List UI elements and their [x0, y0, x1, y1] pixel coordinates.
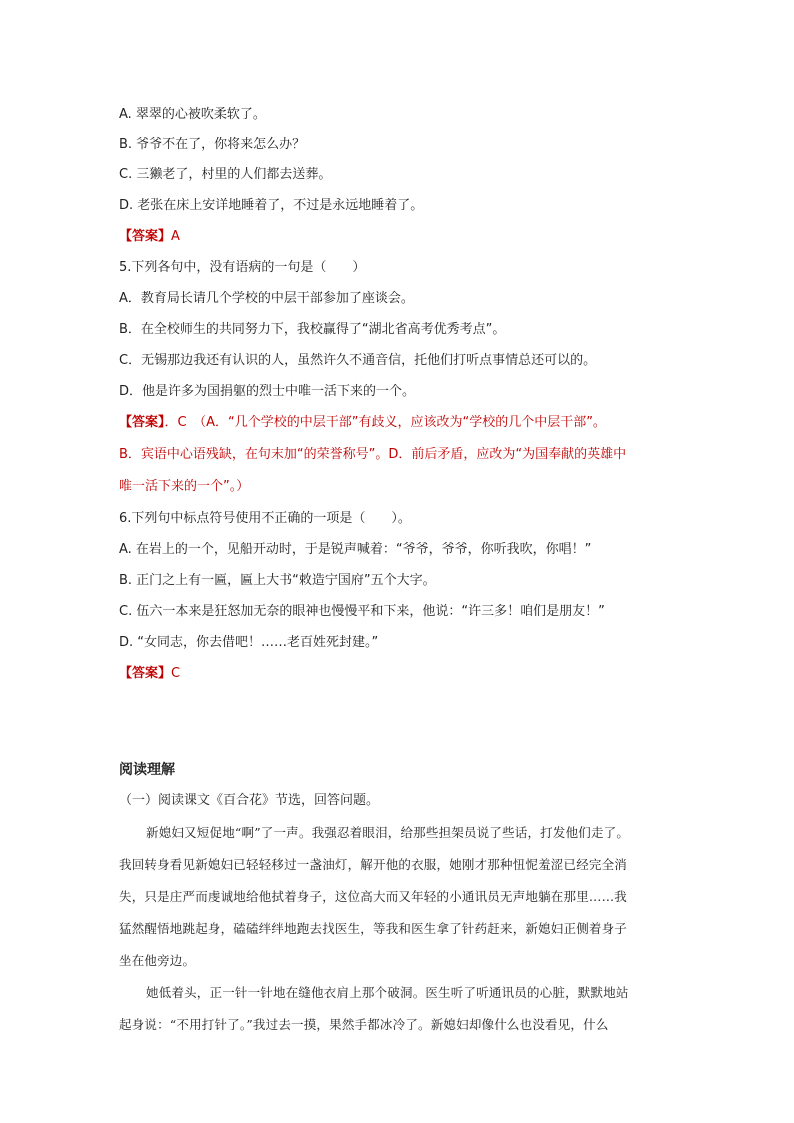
passage-line: 她低着头，正一针一针地在缝他衣肩上那个破洞。医生听了听通讯员的心脏，默默地站 [146, 985, 629, 1000]
passage-line: 失，只是庄严而虔诚地给他拭着身子，这位高大而又年轻的小通讯员无声地躺在那里……我 [119, 889, 628, 904]
q6-option-b: B. 正门之上有一匾，匾上大书“敕造宁国府”五个大字。 [119, 573, 436, 588]
section-heading: 阅读理解 [119, 762, 175, 778]
answer-text: ．C （A．“几个学校的中层干部”有歧义，应该改为“学校的几个中层干部”。 [164, 415, 606, 430]
q5-option-c: C．无锡那边我还有认识的人，虽然许久不通音信，托他们打听点事情总还可以的。 [119, 353, 597, 368]
q5-option-d: D．他是许多为国捐躯的烈士中唯一活下来的一个。 [119, 384, 416, 399]
q5-option-b: B．在全校师生的共同努力下，我校赢得了“湖北省高考优秀考点”。 [119, 322, 506, 337]
passage-line: 新媳妇又短促地“啊”了一声。我强忍着眼泪，给那些担架员说了些话，打发他们走了。 [146, 825, 630, 840]
passage-line: 坐在他旁边。 [119, 953, 196, 968]
answer-q5-line1 [119, 415, 606, 431]
answer-label: 【答案】 [119, 229, 172, 244]
answer-value: A [171, 229, 180, 244]
option-d: D. 老张在床上安详地睡着了，不过是永远地睡着了。 [119, 198, 424, 213]
q5-option-a: A．教育局长请几个学校的中层干部参加了座谈会。 [119, 291, 414, 306]
answer-q5-line2: B．宾语中心语残缺，在句末加“的荣誉称号”。D．前后矛盾，应改为“为国奉献的英雄中 [119, 447, 627, 462]
answer-q4 [119, 229, 180, 245]
option-c: C. 三獭老了，村里的人们都去送葬。 [119, 167, 332, 182]
q6-option-a: A. 在岩上的一个，见船开动时，于是锐声喊着：“爷爷，爷爷，你听我吹，你唱！” [119, 542, 592, 557]
question-5-stem: 5.下列各句中，没有语病的一句是（ ） [119, 260, 366, 275]
reading-subheading: （一）阅读课文《百合花》节选，回答问题。 [119, 793, 380, 808]
passage-line: 猛然醒悟地跳起身，磕磕绊绊地跑去找医生，等我和医生拿了针药赶来，新媳妇正侧着身子 [119, 921, 628, 936]
passage-line: 我回转身看见新媳妇已轻轻移过一盏油灯，解开他的衣服，她刚才那种忸怩羞涩已经完全消 [119, 857, 628, 872]
answer-label: 【答案】 [119, 666, 172, 681]
question-6-stem: 6.下列句中标点符号使用不正确的一项是（ ）。 [119, 511, 411, 526]
answer-q5-line3: 唯一活下来的一个”。） [119, 479, 250, 494]
q6-option-c: C. 伍六一本来是狂怒加无奈的眼神也慢慢平和下来，他说：“许三多！咱们是朋友！” [119, 604, 605, 619]
option-b: B. 爷爷不在了，你将来怎么办？ [119, 137, 306, 152]
q6-option-d: D. “女同志，你去借吧！……老百姓死封建。” [119, 635, 379, 650]
answer-q6 [119, 666, 180, 682]
answer-label: 【答案】 [119, 415, 165, 430]
passage-line: 起身说：“不用打针了。”我过去一摸，果然手都冰冷了。新媳妇却像什么也没看见，什么 [119, 1017, 609, 1032]
answer-value: C [171, 666, 181, 681]
option-a: A. 翠翠的心被吹柔软了。 [119, 107, 266, 122]
